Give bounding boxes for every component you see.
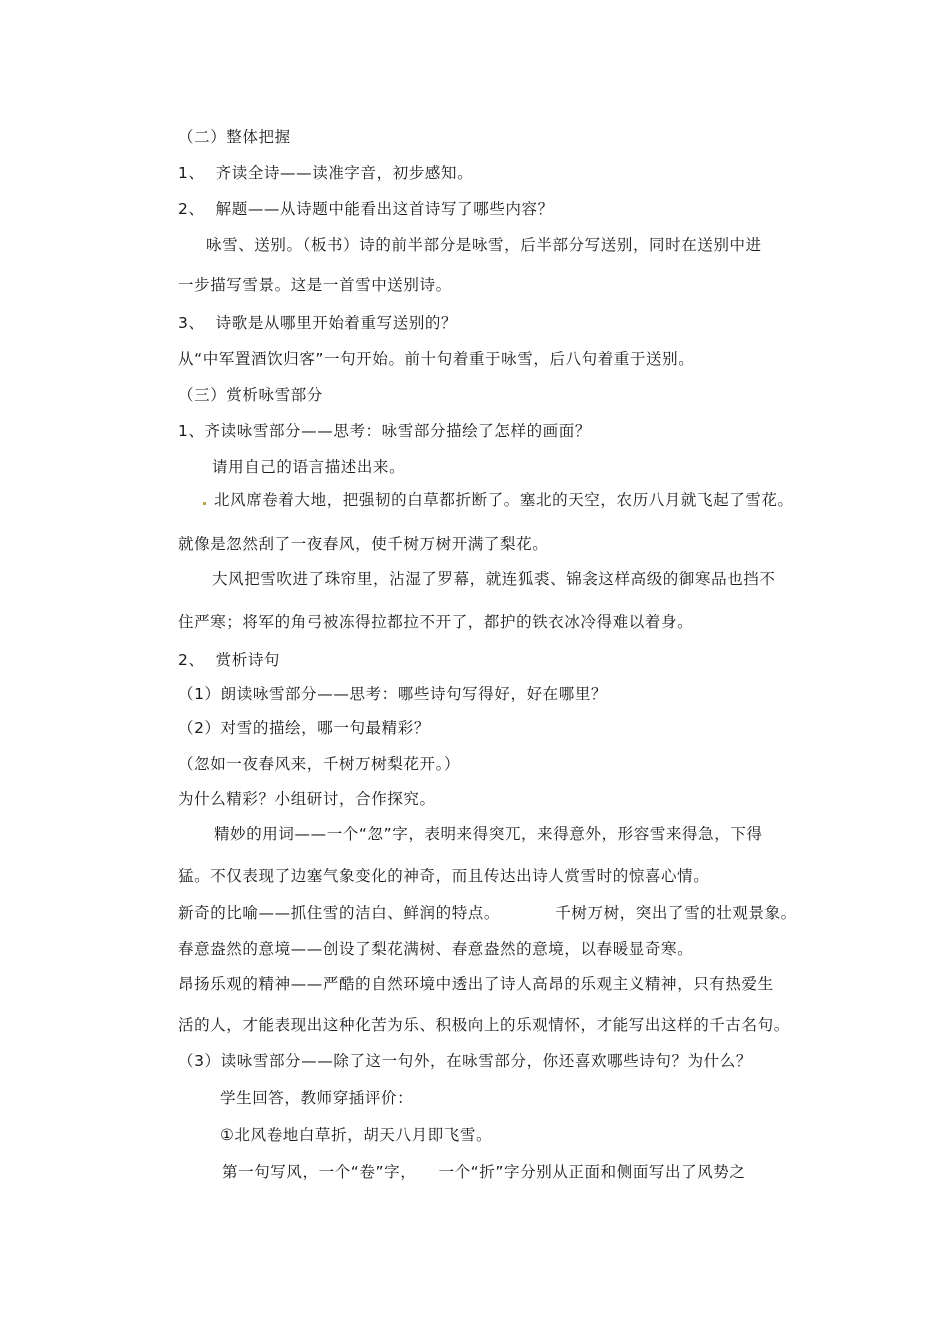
text-line: 住严寒；将军的角弓被冻得拉都拉不开了，都护的铁衣冰冷得难以着身。 — [178, 613, 694, 631]
text-line: 1、齐读咏雪部分——思考：咏雪部分描绘了怎样的画面？ — [178, 422, 591, 440]
text-line: 大风把雪吹进了珠帘里，沾湿了罗幕，就连狐裘、锦衾这样高级的御寒品也挡不 — [212, 570, 776, 588]
text-line: 2、 赏析诗句 — [178, 651, 281, 669]
text-line: 活的人，才能表现出这种化苦为乐、积极向上的乐观情怀，才能写出这样的千古名句。 — [178, 1016, 790, 1034]
text-line: 请用自己的语言描述出来。 — [212, 458, 406, 476]
section-heading-overall: （二）整体把握 — [178, 128, 291, 146]
text-line: 3、 诗歌是从哪里开始着重写送别的？ — [178, 314, 458, 332]
text-line: 2、 解题——从诗题中能看出这首诗写了哪些内容？ — [178, 200, 554, 218]
text-line: 一步描写雪景。这是一首雪中送别诗。 — [178, 276, 452, 294]
text-line: 猛。不仅表现了边塞气象变化的神奇，而且传达出诗人赏雪时的惊喜心情。 — [178, 867, 710, 885]
text-line: 第一句写风，一个“卷”字， 一个“折”字分别从正面和侧面写出了风势之 — [222, 1163, 746, 1181]
text-line: （3）读咏雪部分——除了这一句外，在咏雪部分，你还喜欢哪些诗句？为什么？ — [178, 1052, 752, 1070]
text-line: 昂扬乐观的精神——严酷的自然环境中透出了诗人高昂的乐观主义精神，只有热爱生 — [178, 975, 774, 993]
text-line: ①北风卷地白草折，胡天八月即飞雪。 — [220, 1126, 493, 1144]
text-line: 咏雪、送别。（板书）诗的前半部分是咏雪，后半部分写送别，同时在送别中进 — [206, 236, 762, 254]
text-line: 北风席卷着大地，把强韧的白草都折断了。塞北的天空，农历八月就飞起了雪花。 — [214, 491, 794, 509]
text-line: （忽如一夜春风来，千树万树梨花开。） — [178, 755, 461, 773]
text-line: 精妙的用词——一个“忽”字，表明来得突兀，来得意外，形容雪来得急，下得 — [214, 825, 763, 843]
text-line: 就像是忽然刮了一夜春风，使千树万树开满了梨花。 — [178, 535, 549, 553]
text-line: 为什么精彩？小组研讨，合作探究。 — [178, 790, 436, 808]
text-line: 学生回答，教师穿插评价： — [220, 1089, 414, 1107]
ink-mark — [203, 502, 206, 505]
text-line: （2）对雪的描绘，哪一句最精彩？ — [178, 719, 430, 737]
text-line: 春意盎然的意境——创设了梨花满树、春意盎然的意境，以春暖显奇寒。 — [178, 940, 694, 958]
text-line: 1、 齐读全诗——读准字音，初步感知。 — [178, 164, 474, 182]
section-heading-snow: （三）赏析咏雪部分 — [178, 386, 323, 404]
text-line: （1）朗读咏雪部分——思考：哪些诗句写得好，好在哪里？ — [178, 685, 608, 703]
text-line: 新奇的比喻——抓住雪的洁白、鲜润的特点。 千树万树，突出了雪的壮观景象。 — [178, 904, 797, 922]
text-line: 从“中军置酒饮归客”一句开始。前十句着重于咏雪，后八句着重于送别。 — [178, 350, 695, 368]
